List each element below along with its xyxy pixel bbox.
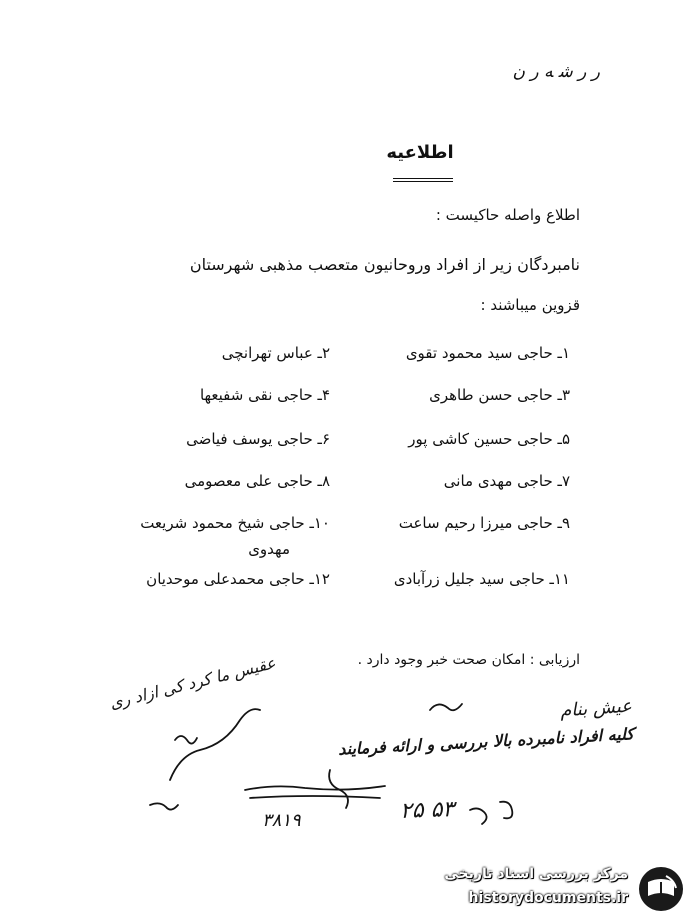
handwritten-line-a: عیش بنام [559, 695, 633, 722]
name-item-11: ۱۱ـ حاجی سید جلیل زرآبادی [393, 570, 570, 588]
name-item-8: ۸ـ حاجی علی معصومی [184, 472, 330, 490]
name-item-4: ۴ـ حاجی نقی شفیعها [199, 386, 330, 404]
archive-logo-icon [636, 864, 686, 914]
handwritten-number: ۳۸۱۹ [262, 810, 301, 831]
name-item-2: ۲ـ عباس تهرانچی [221, 344, 330, 362]
body-line-1: نامبردگان زیر از افراد وروحانیون متعصب مذهبی شهرستان [189, 255, 580, 274]
handwritten-line-b: کلیه افراد نامبرده بالا بررسی و ارائه فرمایند [337, 724, 635, 759]
document-title: اطلاعیه [386, 142, 454, 163]
corner-handwritten-note: ﺭ ﺭ ﺷ ﻪ ﺭ ﻥ [512, 62, 600, 82]
watermark-url: historydocuments.ir [468, 890, 628, 906]
name-item-7: ۷ـ حاجی مهدی مانی [443, 472, 570, 490]
name-item-10-continuation: مهدوی [248, 540, 290, 558]
name-item-1: ۱ـ حاجی سید محمود تقوی [405, 344, 570, 362]
name-item-5: ۵ـ حاجی حسین کاشی پور [408, 430, 570, 448]
intro-line: اطلاع واصله حاکیست : [435, 206, 580, 224]
name-item-12: ۱۲ـ حاجی محمدعلی موحدیان [146, 570, 330, 588]
watermark-title: مرکز بررسی اسناد تاریخی [444, 866, 628, 882]
handwritten-date: ۲۵ ۵۳ [399, 797, 455, 824]
name-item-3: ۳ـ حاجی حسن طاهری [429, 386, 570, 404]
name-item-10: ۱۰ـ حاجی شیخ محمود شریعت [140, 514, 330, 532]
name-item-6: ۶ـ حاجی یوسف فیاضی [186, 430, 330, 448]
body-line-2: قزوین میباشند : [480, 296, 580, 314]
assessment-line: ارزیابی : امکان صحت خبر وجود دارد . [357, 652, 580, 668]
name-item-9: ۹ـ حاجی میرزا رحیم ساعت [398, 514, 570, 532]
handwritten-left-note: عقیس ما کرد کی ازاد ری [107, 653, 278, 713]
title-underline [393, 178, 453, 184]
archive-watermark [410, 860, 690, 918]
signature-scribbles [0, 670, 700, 850]
